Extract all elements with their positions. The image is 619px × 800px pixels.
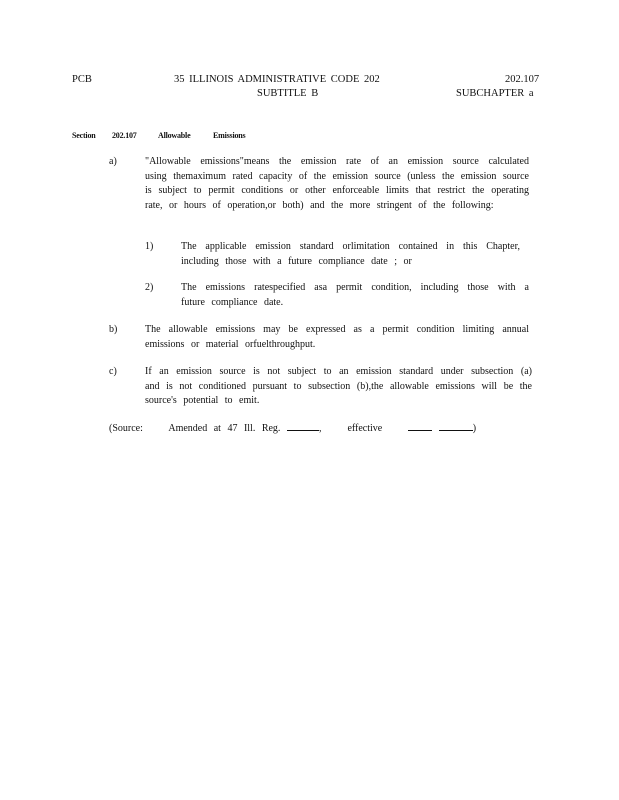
- item-c-label: c): [109, 366, 117, 377]
- header-right-line2: SUBCHAPTER a: [456, 88, 534, 99]
- item-c-text: If an emission source is not subject to an emission standard under subsection (a) and is not conditioned pursuant to subsection (b),the allowable emissions will be the source's potential to emit.: [145, 366, 532, 406]
- source-effective: effective: [347, 423, 383, 434]
- header-center-line1: 35 ILLINOIS ADMINISTRATIVE CODE 202: [174, 74, 380, 85]
- source-note: [109, 420, 476, 437]
- item-a-2-text: The emissions ratespecified asa permit condition, including those with a future compliance date.: [181, 282, 529, 308]
- item-a-2-label: 2): [145, 282, 154, 293]
- item-a-text: "Allowable emissions"means the emission rate of an emission source calculated using themaximum rated capacity of the emission source (unless the emission source is subject to permit conditions or other enforceable limits that restrict the operating rate, or hours of operation,or both) and the more stringent of the following:: [145, 156, 529, 211]
- reg-blank: [287, 420, 319, 431]
- section-title-word2: Emissions: [213, 131, 246, 140]
- source-comma: ,: [318, 423, 322, 434]
- item-a-1-label: 1): [145, 241, 154, 252]
- source-close: ): [472, 423, 477, 434]
- effective-date-blank-1: [408, 420, 432, 431]
- header-right-line1: 202.107: [505, 74, 540, 85]
- source-prefix: (Source:: [109, 423, 143, 434]
- header-left: PCB: [72, 74, 92, 85]
- section-number: 202.107: [112, 131, 137, 140]
- item-a-1-text: The applicable emission standard orlimitation contained in this Chapter, including those with a future compliance date ; or: [181, 241, 520, 267]
- section-label: Section: [72, 131, 96, 140]
- header-center-line2: SUBTITLE B: [257, 88, 319, 99]
- effective-date-blank-2: [439, 420, 473, 431]
- section-title-word1: Allowable: [158, 131, 191, 140]
- item-a-label: a): [109, 156, 117, 167]
- item-b-text: The allowable emissions may be expressed as a permit condition limiting annual emissions or material orfuelthroughput.: [145, 324, 529, 350]
- source-amended: Amended at 47 Ill. Reg.: [168, 423, 281, 434]
- item-b-label: b): [109, 324, 118, 335]
